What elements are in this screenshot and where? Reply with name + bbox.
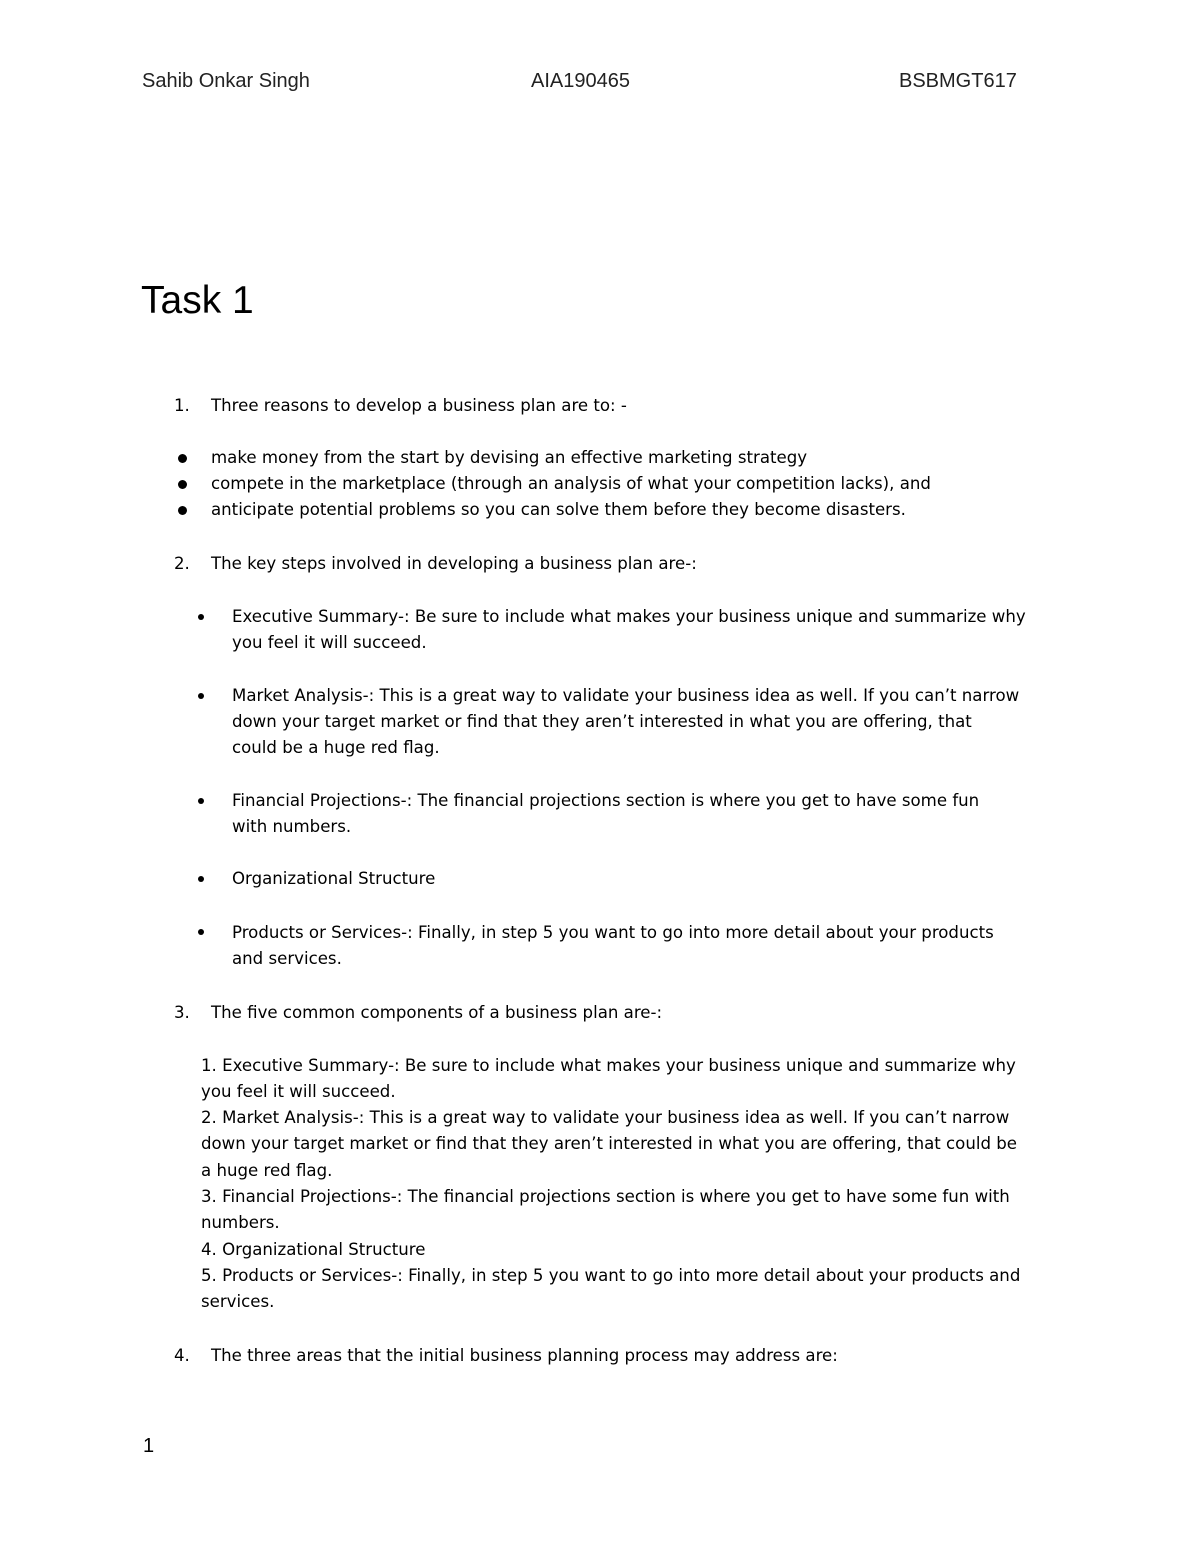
q3-line: 5. Products or Services-: Finally, in step 5 you want to go into more detail about your products and [201,1266,1021,1285]
q3-line: 2. Market Analysis-: This is a great way to validate your business idea as well. If you can’t narrow [201,1108,1010,1127]
q2-item-line: Organizational Structure [232,869,436,888]
q3-text: The five common components of a business plan are-: [211,1003,663,1022]
q1-text: Three reasons to develop a business plan are to: - [211,396,627,415]
header-student-id: AIA190465 [531,70,630,92]
bullet-icon [198,929,204,935]
q3-line: numbers. [201,1213,280,1232]
q3-line: services. [201,1292,275,1311]
q1-bullet: make money from the start by devising an effective marketing strategy [211,448,808,467]
page-number: 1 [143,1435,155,1457]
q2-item-line: with numbers. [232,817,352,836]
q1-number: 1. [174,396,190,415]
q2-item-line: and services. [232,949,342,968]
q2-item-line: Financial Projections-: The financial projections section is where you get to have some fun [232,791,980,810]
q2-item-line: Products or Services-: Finally, in step 5 you want to go into more detail about your products [232,923,994,942]
q2-text: The key steps involved in developing a business plan are-: [211,554,697,573]
q3-line: down your target market or find that they aren’t interested in what you are offering, that could be [201,1134,1018,1153]
q1-bullet: compete in the marketplace (through an analysis of what your competition lacks), and [211,474,931,493]
bullet-icon [178,480,187,489]
q3-line: 3. Financial Projections-: The financial projections section is where you get to have some fun with [201,1187,1010,1206]
bullet-icon [198,798,204,804]
q3-line: 4. Organizational Structure [201,1240,426,1259]
q1-bullet: anticipate potential problems so you can solve them before they become disasters. [211,500,906,519]
header-author-name: Sahib Onkar Singh [142,70,310,92]
q3-line: 1. Executive Summary-: Be sure to include what makes your business unique and summarize why [201,1056,1016,1075]
bullet-icon [178,454,187,463]
header-unit-code: BSBMGT617 [899,70,1017,92]
q2-item-line: Market Analysis-: This is a great way to validate your business idea as well. If you can’t narrow [232,686,1020,705]
q2-number: 2. [174,554,190,573]
q3-line: you feel it will succeed. [201,1082,396,1101]
q2-item-line: Executive Summary-: Be sure to include what makes your business unique and summarize why [232,607,1026,626]
bullet-icon [198,614,204,620]
q4-text: The three areas that the initial business planning process may address are: [211,1346,838,1365]
bullet-icon [198,876,204,882]
page-title: Task 1 [141,279,254,322]
q2-item-line: down your target market or find that they aren’t interested in what you are offering, that [232,712,972,731]
bullet-icon [178,506,187,515]
q4-number: 4. [174,1346,190,1365]
q3-line: a huge red flag. [201,1161,333,1180]
bullet-icon [198,693,204,699]
q2-item-line: you feel it will succeed. [232,633,427,652]
q2-item-line: could be a huge red flag. [232,738,440,757]
q3-number: 3. [174,1003,190,1022]
